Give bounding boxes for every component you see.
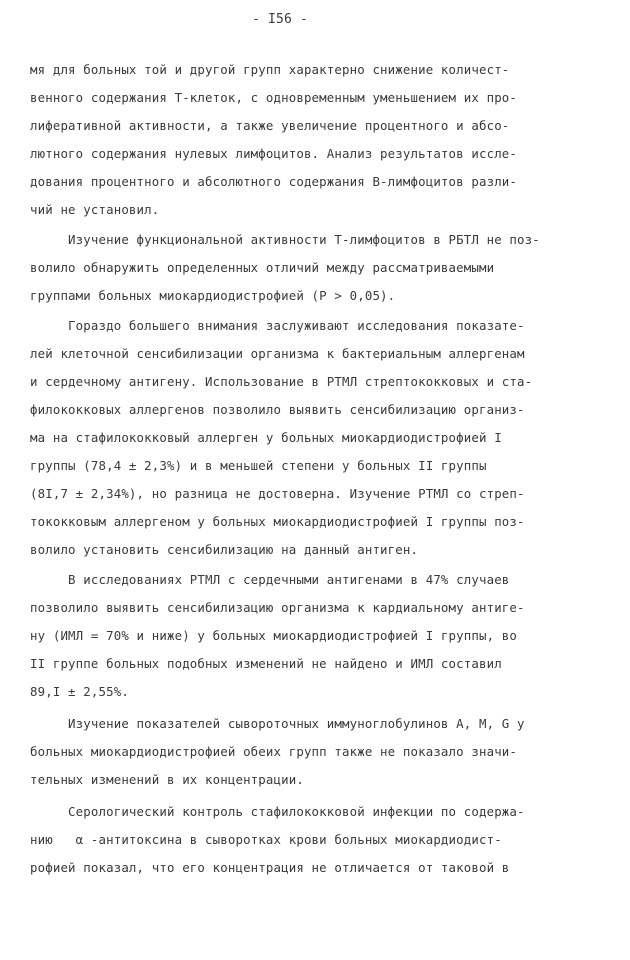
text-line: Изучение показателей сывороточных иммуноглобулинов А, М, G у [30, 716, 525, 731]
text-line: (8I,7 ± 2,34%), но разница не достоверна. Изучение РТМЛ со стреп- [30, 486, 525, 501]
text-line: лютного содержания нулевых лимфоцитов. Анализ результатов иссле- [30, 146, 518, 161]
text-line: группами больных миокардиодистрофией (P > 0,05). [30, 288, 396, 303]
text-line: лиферативной активности, а также увеличение процентного и абсо- [30, 118, 510, 133]
text-line: филококковых аллергенов позволило выявить сенсибилизацию организ- [30, 402, 525, 417]
text-line: мя для больных той и другой групп характерно снижение количест- [30, 62, 510, 77]
text-line: больных миокардиодистрофией обеих групп также не показало значи- [30, 744, 518, 759]
text-line: и сердечному антигену. Использование в РТМЛ стрептококковых и ста- [30, 374, 533, 389]
text-line: Гораздо большего внимания заслуживают исследования показате- [30, 318, 525, 333]
text-line: группы (78,4 ± 2,3%) и в меньшей степени у больных II группы [30, 458, 487, 473]
text-line: позволило выявить сенсибилизацию организма к кардиальному антиге- [30, 600, 525, 615]
text-line: нию α -антитоксина в сыворотках крови больных миокардиодист- [30, 832, 502, 847]
text-line: лей клеточной сенсибилизации организма к бактериальным аллергенам [30, 346, 525, 361]
text-line: ну (ИМЛ = 70% и ниже) у больных миокардиодистрофией I группы, во [30, 628, 518, 643]
text-line: чий не установил. [30, 202, 160, 217]
text-line: волило установить сенсибилизацию на данный антиген. [30, 542, 419, 557]
text-line: ма на стафилококковый аллерген у больных миокардиодистрофией I [30, 430, 502, 445]
text-line: В исследованиях РТМЛ с сердечными антигенами в 47% случаев [30, 572, 510, 587]
text-line: 89,I ± 2,55%. [30, 684, 129, 699]
text-line: тококковым аллергеном у больных миокардиодистрофией I группы поз- [30, 514, 525, 529]
text-line: дования процентного и абсолютного содержания В-лимфоцитов разли- [30, 174, 518, 189]
text-line: II группе больных подобных изменений не найдено и ИМЛ составил [30, 656, 502, 671]
text-line: Изучение функциональной активности Т-лимфоцитов в РБТЛ не поз- [30, 232, 540, 247]
text-line: венного содержания Т-клеток, с одновременным уменьшением их про- [30, 90, 518, 105]
text-line: волило обнаружить определенных отличий между рассматриваемыми [30, 260, 495, 275]
text-line: тельных изменений в их концентрации. [30, 772, 304, 787]
page-number: - I56 - [252, 12, 308, 27]
text-line: рофией показал, что его концентрация не отличается от таковой в [30, 860, 510, 875]
text-line: Серологический контроль стафилококковой инфекции по содержа- [30, 804, 525, 819]
